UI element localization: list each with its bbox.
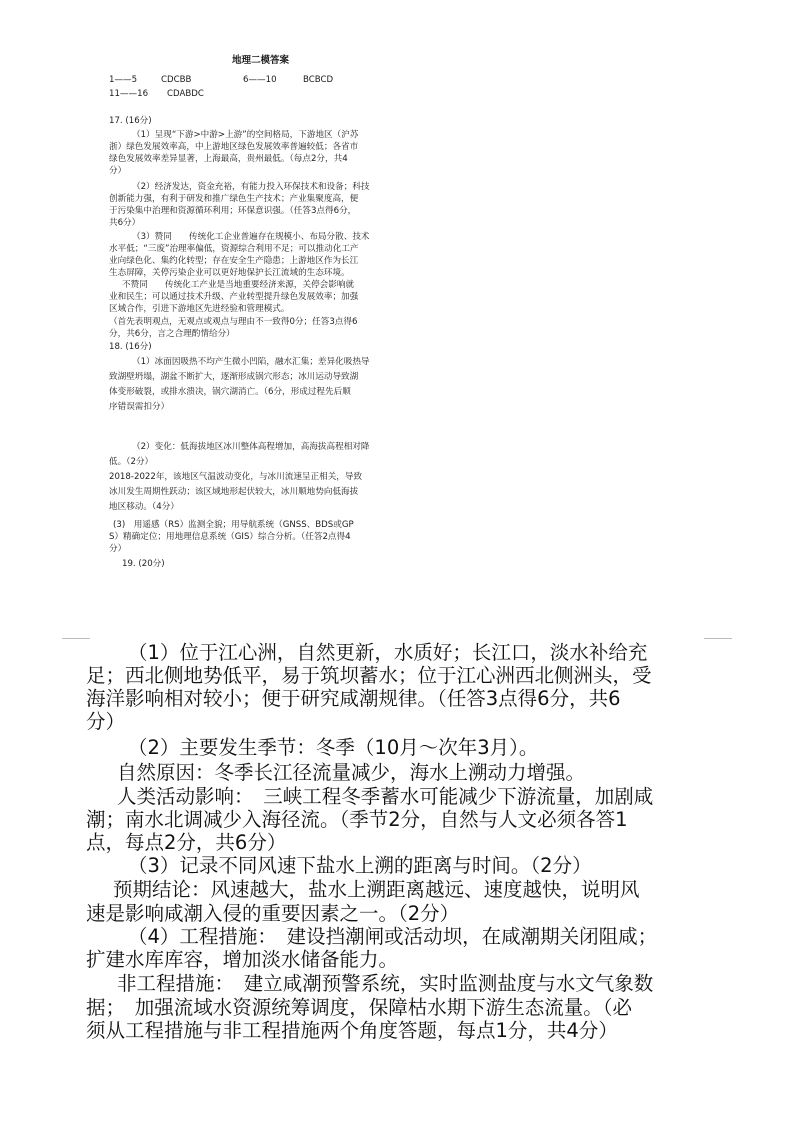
answer-line: 业和民生；可以通过技术升级、产业转型提升绿色发展效率；加强 [109, 292, 359, 302]
answer-line: 人类活动影响： 三峡工程冬季蓄水可能减少下游流量，加剧咸 [117, 785, 654, 808]
answer-line: （3）记录不同风速下盐水上溯的距离与时间。（2分） [128, 854, 592, 877]
answer-line: （2）经济发达，资金充裕，有能力投入环保技术和设备；科技 [132, 182, 370, 192]
answer-line: 2018-2022年，该地区气温波动变化，与冰川流速呈正相关，导致 [109, 472, 363, 482]
answer-line: 低。（2分） [109, 457, 154, 467]
mc-answer: BCBCD [303, 75, 334, 85]
answer-line: 点，每点2分，共6分） [86, 831, 287, 854]
answer-line: 共6分） [109, 218, 141, 228]
answer-line: 地区移动。（4分） [109, 502, 179, 512]
answer-line: 分） [86, 710, 126, 733]
answer-line: （2）主要发生季节：冬季（10月～次年3月）。 [128, 736, 539, 759]
answer-line: 分） [109, 544, 127, 554]
mc-range: 6——10 [243, 75, 277, 85]
answer-line: S）精确定位；用地理信息系统（GIS）综合分析。（任答2点得4 [109, 532, 351, 542]
page-divider [62, 638, 90, 639]
answer-line: 非工程措施： 建立咸潮预警系统，实时监测盐度与水文气象数 [117, 972, 654, 995]
question-heading: 19. (20分) [122, 559, 165, 569]
question-heading: 18. (16分) [109, 342, 152, 352]
answer-line: 于污染集中治理和资源循环利用；环保意识强。（任答3点得6分， [109, 206, 357, 216]
question-heading: 17. (16分) [109, 116, 152, 126]
answer-line: （1）冰面因吸热不均产生微小凹陷，融水汇集；差异化吸热导 [132, 357, 370, 367]
answer-line: 冰川发生周期性跃动；该区域地形起伏较大，冰川顺地势向低海拔 [109, 487, 359, 497]
answer-line: 足；西北侧地势低平，易于筑坝蓄水；位于江心洲西北侧洲头，受 [86, 664, 652, 687]
answer-line: 序错误需扣分） [109, 402, 170, 412]
answer-line: 海洋影响相对较小；便于研究咸潮规律。（任答3点得6分，共6 [86, 687, 621, 710]
answer-line: 体变形破裂，或排水溃决，锅穴湖消亡。（6分，形成过程先后顺 [109, 387, 351, 397]
answer-line: 致湖壁坍塌，湖盆不断扩大，逐渐形成锅穴形态；冰川运动导致湖 [109, 372, 359, 382]
answer-line: 生态屏障，关停污染企业可以更好地保护长江流域的生态环境。 [109, 268, 350, 278]
answer-line: 不赞同 传统化工产业是当地重要经济来源，关停会影响就 [122, 280, 355, 290]
page-divider [704, 638, 732, 639]
answer-line: 业向绿色化、集约化转型；存在安全生产隐患；上游地区作为长江 [109, 256, 359, 266]
mc-answer: CDCBB [161, 75, 192, 85]
answer-line: 自然原因：冬季长江径流量减少，海水上溯动力增强。 [117, 761, 586, 784]
answer-line: （2）变化：低海拔地区冰川整体高程增加，高海拔高程相对降 [132, 442, 370, 452]
page-title: 地理二模答案 [232, 55, 290, 66]
mc-answer: CDABDC [167, 89, 204, 99]
answer-line: 水平低；“三废”治理率偏低，资源综合利用不足；可以推动化工产 [109, 244, 359, 254]
mc-range: 1——5 [109, 75, 138, 85]
answer-line: 扩建水库库容，增加淡水储备能力。 [86, 948, 399, 971]
answer-line: 据； 加强流域水资源统筹调度，保障枯水期下游生态流量。（必 [86, 996, 633, 1019]
scoring-note: （首先表明观点，无观点或观点与理由不一致得0分；任答3点得6 [109, 317, 358, 327]
answer-line: 须从工程措施与非工程措施两个角度答题，每点1分，共4分） [86, 1019, 618, 1042]
scoring-note: 分，共6分，言之合理酌情给分） [109, 329, 235, 339]
answer-line: 分） [109, 166, 127, 176]
answer-line: (3) 用遥感（RS）监测全貌；用导航系统（GNSS、BDS或GP [113, 520, 354, 530]
answer-line: （1）呈现“下游>中游>上游”的空间格局，下游地区（沪苏 [132, 130, 359, 140]
answer-line: 速是影响咸潮入侵的重要因素之一。（2分） [86, 902, 460, 925]
answer-line: （1）位于江心洲，自然更新，水质好；长江口，淡水补给充 [128, 641, 648, 664]
answer-line: 浙）绿色发展效率高，中上游地区绿色发展效率普遍较低；各省市 [109, 142, 359, 152]
answer-line: 绿色发展效率差异显著，上海最高，贵州最低。（每点2分，共4 [109, 154, 348, 164]
answer-line: 创新能力强，有利于研发和推广绿色生产技术；产业集聚度高，便 [109, 194, 359, 204]
mc-range: 11——16 [109, 89, 149, 99]
answer-line: 区域合作，引进下游地区先进经验和管理模式。 [109, 304, 290, 314]
answer-line: （4）工程措施： 建设挡潮闸或活动坝，在咸潮期关闭阻咸； [128, 925, 658, 948]
answer-line: （3）赞同 传统化工企业普遍存在规模小、布局分散、技术 [132, 232, 370, 242]
answer-line: 预期结论：风速越大，盐水上溯距离越远、速度越快，说明风 [113, 878, 640, 901]
answer-line: 潮；南水北调减少入海径流。（季节2分，自然与人文必须各答1 [86, 808, 628, 831]
